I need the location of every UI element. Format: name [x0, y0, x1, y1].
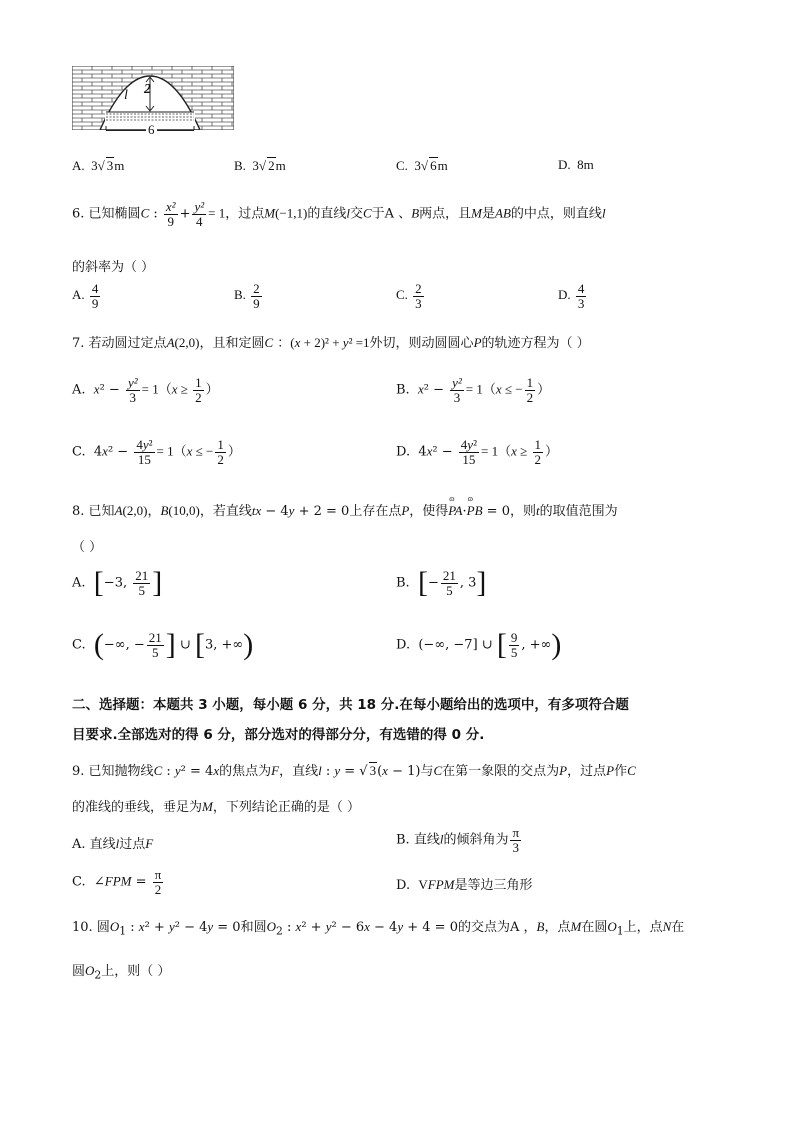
figure-label-2: 2: [144, 82, 151, 97]
q5-option-c[interactable]: C. 3√ 6m: [396, 158, 448, 173]
q7-option-c[interactable]: C. 4x² − $\frac{\text{4y²}}{15}$ = 1（x ≤ − $\frac{1}{2}$ ）: [72, 437, 241, 467]
q8-option-d[interactable]: D. (−∞, −7] ∪ [ $\frac{9}{5}$ , +∞): [396, 628, 562, 661]
q9-option-a[interactable]: A. 直线l过点F: [72, 836, 154, 852]
section2-heading-line1: 二、选择题：本题共 3 小题，每小题 6 分，共 18 分.在每小题给出的选项中，有多项符合题: [72, 697, 629, 713]
section2-heading-line2: 目要求.全部选对的得 6 分，部分选对的得部分分，有选错的得 0 分.: [72, 727, 485, 743]
q9-option-c[interactable]: C. ∠FPM = $\frac{\pi}{2}$: [72, 867, 162, 897]
q5-option-d[interactable]: D. 8m: [558, 157, 594, 172]
q9-option-d[interactable]: D. VFPM是等边三角形: [396, 877, 533, 893]
q6-stem: 6. 已知椭圆C : $\frac{\text{x²}}{9}$ + $\frac{\text{y²}}{4}$ = 1，过点M(−1,1)的直线l交C于A 、B两点，且M是AB的中点，则直线l: [72, 199, 606, 229]
q6-option-b[interactable]: B. $\frac{2}{9}$: [234, 281, 260, 311]
q9-stem-line2: 的准线的垂线，垂足为M，下列结论正确的是（ ）: [72, 799, 360, 815]
q10-stem-line2: 圆$O_2$上，则（ ）: [72, 963, 171, 982]
q6-option-d[interactable]: D. $\frac{4}{3}$: [558, 281, 585, 311]
q9-stem: 9. 已知抛物线C : y² = 4x的焦点为F，直线l : y = √ 3(x − 1)与C在第一象限的交点为P，过点P作C: [72, 763, 636, 779]
q8-stem: 8. 已知A(2,0)，B(10,0)，若直线tx − 4y + 2 = 0上存在点P，使得ɷ PA·ɷ PB = 0，则t的取值范围为: [72, 500, 618, 519]
q7-option-d[interactable]: D. 4x² − $\frac{\text{4y²}}{15}$ = 1（x ≥ $\frac{1}{2}$ ）: [396, 437, 559, 467]
q7-option-a[interactable]: A. x² − $\frac{\text{y²}}{3}$ = 1（x ≥ $\frac{1}{2}$ ）: [72, 375, 219, 405]
q8-option-a[interactable]: A. [−3, $\frac{21}{5}$ ]: [72, 566, 163, 599]
q6-stem-line2: 的斜率为（ ）: [72, 260, 155, 275]
q9-option-b[interactable]: B. 直线l的倾斜角为 $\frac{\pi}{3}$: [396, 825, 520, 855]
q8-option-c[interactable]: C. (−∞, − $\frac{21}{5}$ ] ∪ [3, +∞): [72, 628, 254, 661]
q10-stem: 10. 圆$O_1$ : x² + y² − 4y = 0和圆$O_2$ : x² + y² − 6x − 4y + 4 = 0的交点为A ，B，点M在圆$O_1$上，点N在: [72, 919, 685, 938]
q8-stem-line2: （ ）: [72, 540, 103, 555]
q7-option-b[interactable]: B. x² − $\frac{\text{y²}}{3}$ = 1（x ≤ − $\frac{1}{2}$ ）: [396, 375, 551, 405]
q5-option-b[interactable]: B. 3√ 2m: [234, 158, 286, 173]
figure-label-l: l: [124, 88, 128, 103]
q6-option-c[interactable]: C. $\frac{2}{3}$: [396, 281, 422, 311]
q7-stem: 7. 若动圆过定点A(2,0)，且和定圆C ：(x + 2)² + y² =1外切，则动圆圆心P的轨迹方程为（ ）: [72, 335, 590, 351]
bridge-figure: [72, 66, 234, 130]
figure-label-6: 6: [148, 122, 155, 137]
q6-option-a[interactable]: A. $\frac{4}{9}$: [72, 281, 99, 311]
q5-option-a[interactable]: A. 3√ 3m: [72, 158, 125, 173]
q8-option-b[interactable]: B. [− $\frac{21}{5}$ , 3]: [396, 566, 487, 599]
